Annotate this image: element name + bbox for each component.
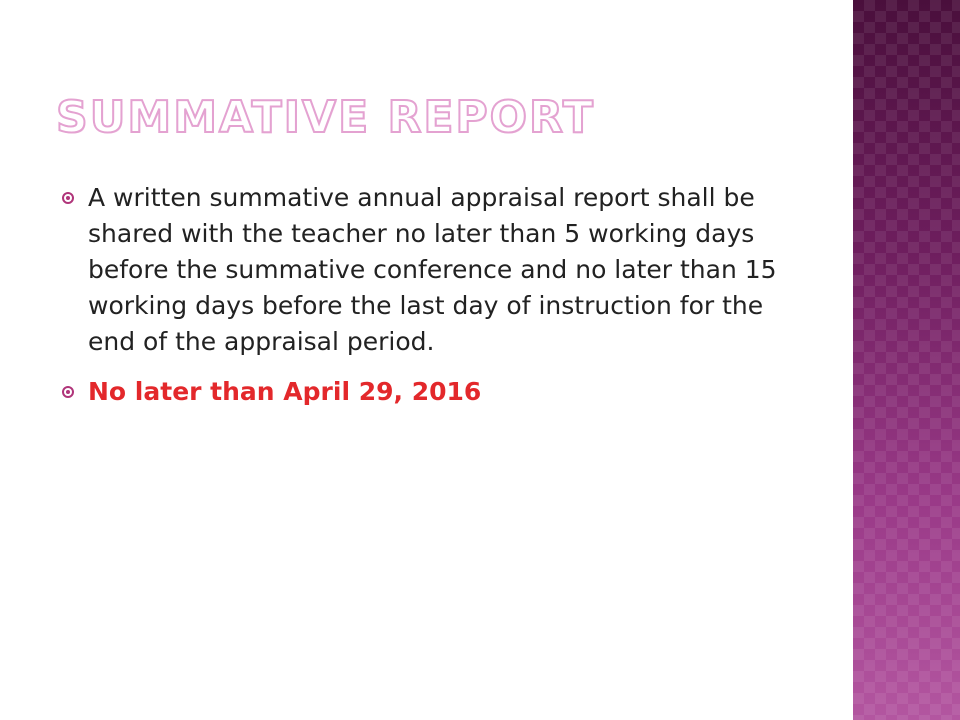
bullet-text: A written summative annual appraisal report shall be shared with the teacher no later than 5 working days before the summative conference and no later than 15 working days before the last day of instruction for the end of the appraisal period. <box>88 183 777 356</box>
slide-title: SUMMATIVE REPORT <box>56 92 595 143</box>
target-bullet-icon <box>62 192 74 204</box>
target-bullet-icon <box>62 386 74 398</box>
bullet-list <box>62 180 797 424</box>
bullet-item-deadline <box>62 374 797 410</box>
decorative-side-panel <box>853 0 960 720</box>
deadline-text: No later than April 29, 2016 <box>88 377 482 406</box>
bullet-item-appraisal-report <box>62 180 797 360</box>
